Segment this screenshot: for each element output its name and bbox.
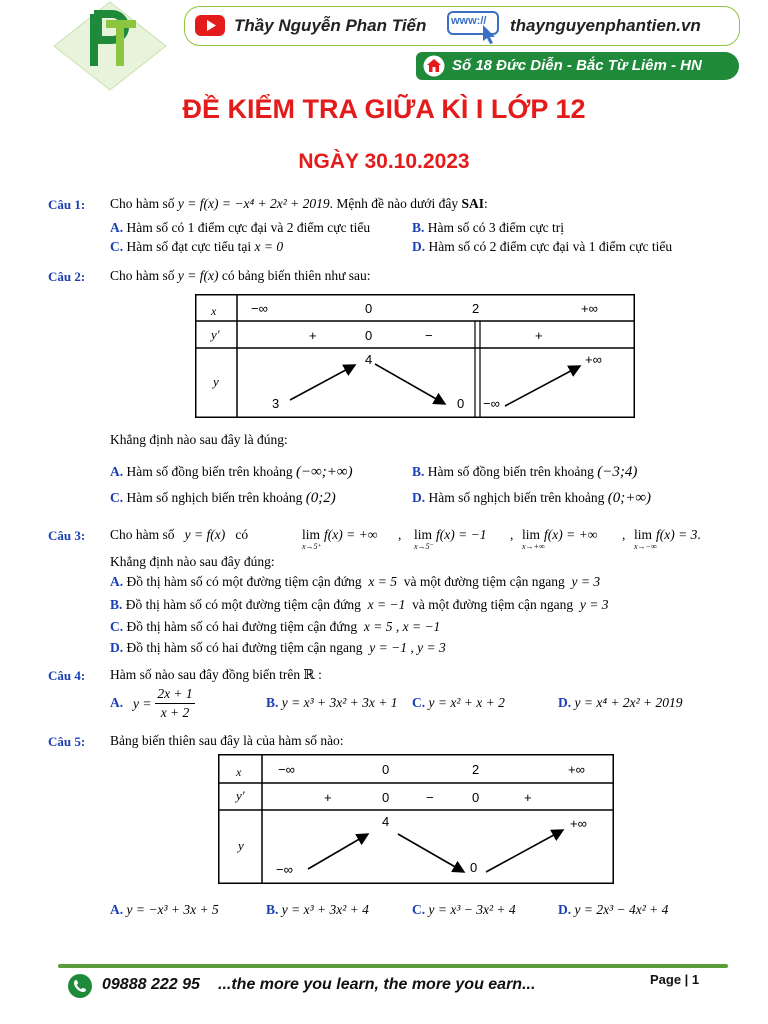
q2-option-b[interactable]: B. Hàm số đồng biến trên khoảng (−3;4) [412,464,638,480]
q2-arrow-down [375,364,445,404]
q1-stem: Cho hàm số y = f(x) = −x⁴ + 2x² + 2019. Mệnh đề nào dưới đây SAI: [110,196,488,211]
q2-option-d[interactable]: D. Hàm số nghịch biến trên khoảng (0;+∞) [412,490,652,506]
q5-option-a[interactable]: A. y = −x³ + 3x + 5 [110,902,219,917]
q1-sai: SAI [461,196,484,211]
q4-option-c[interactable]: C. y = x² + x + 2 [412,695,505,710]
q2-row-yprime: y′ [211,327,220,342]
q4-stem: Hàm số nào sau đây đồng biến trên ℝ : [110,667,322,683]
q2-arrow-up-1 [290,365,355,400]
q2-yp-1: + [309,328,317,343]
q5-x-3: 2 [472,762,480,777]
q3-option-d[interactable]: D. Đồ thị hàm số có hai đường tiệm cận ngang y = −1 , y = 3 [110,640,446,655]
q2-option-a[interactable]: A. Hàm số đồng biến trên khoảng (−∞;+∞) [110,464,353,480]
q3-label: Câu 3: [48,528,86,543]
q2-yp-3: − [425,328,433,343]
q5-x-1: −∞ [278,762,295,777]
page-title: ĐỀ KIỂM TRA GIỮA KÌ I LỚP 12 [182,94,586,124]
q2-variation-table [195,294,635,418]
q5-arrow-up-2 [486,830,563,872]
q1-label: Câu 1: [48,197,86,212]
q2-yp-2: 0 [365,328,373,343]
q3-option-a[interactable]: A. Đồ thị hàm số có một đường tiệm cận đứng x = 5 và một đường tiệm cận ngang y = 3 [110,574,601,589]
q1-intro: Cho hàm số [110,196,175,211]
q2-x-2: 0 [365,301,373,316]
footer-slogan: ...the more you learn, the more you earn... [218,976,536,993]
q2-function: y = f(x) [177,268,219,283]
q2-stem: Cho hàm số y = f(x) có bảng biến thiên như sau: [110,268,371,283]
q5-option-c[interactable]: C. y = x³ − 3x² + 4 [412,902,516,917]
q5-x-2: 0 [382,762,390,777]
q5-yp-2: 0 [382,790,390,805]
www-label: www:// [451,15,487,27]
q5-arrow-up-1 [308,834,368,869]
q3-limit-4: lim f(x) = 3. x→−∞ [634,527,701,551]
q2-y-min: 0 [457,396,465,411]
q2-x-1: −∞ [251,301,268,316]
q2-y-max: 4 [365,352,373,367]
q5-row-x: x [236,765,242,779]
q5-row-yprime: y′ [236,788,245,803]
channel-name: Thầy Nguyễn Phan Tiến [234,16,427,35]
page-number: Page | 1 [650,972,700,987]
website-link[interactable]: thaynguyenphantien.vn [510,16,701,35]
q2-arrow-up-2 [505,366,580,406]
q5-yp-3: − [426,790,434,805]
logo-diamond-icon [52,0,168,92]
q5-option-b[interactable]: B. y = x³ + 3x² + 4 [266,902,369,917]
footer-divider [58,964,728,968]
q2-row-y: y [213,374,219,389]
q3-question: Khẳng định nào sau đây đúng: [110,554,275,569]
q2-y-start: 3 [272,396,280,411]
q4-label: Câu 4: [48,668,86,683]
q5-y-pos-inf: +∞ [570,816,587,831]
phone-icon [68,974,92,998]
q3-option-c[interactable]: C. Đồ thị hàm số có hai đường tiệm cận đứng x = 5 , x = −1 [110,619,441,634]
q3-option-b[interactable]: B. Đồ thị hàm số có một đường tiệm cận đứng x = −1 và một đường tiệm cận ngang y = 3 [110,597,609,612]
q5-label: Câu 5: [48,734,86,749]
q5-option-d[interactable]: D. y = 2x³ − 4x² + 4 [558,902,669,917]
q2-question: Khẳng định nào sau đây là đúng: [110,432,288,447]
q5-y-min: 0 [470,860,478,875]
q1-option-b[interactable]: B. Hàm số có 3 điểm cực trị [412,220,565,235]
q3-limit-2: lim f(x) = −1 x→5⁻ [414,527,487,551]
q1-option-a[interactable]: A. Hàm số có 1 điểm cực đại và 2 điểm cực tiểu [110,220,371,235]
q4-option-a-fraction: 2x + 1 x + 2 [155,686,195,721]
q5-y-max: 4 [382,814,390,829]
q1-tail: . Mệnh đề nào dưới đây [329,196,462,211]
q2-x-3: 2 [472,301,480,316]
q5-variation-table [218,754,614,884]
q2-option-c[interactable]: C. Hàm số nghịch biến trên khoảng (0;2) [110,490,336,506]
footer-phone: 09888 222 95 [102,976,200,993]
home-icon [423,55,445,77]
q5-x-4: +∞ [568,762,585,777]
q3-stem: Cho hàm số y = f(x) có [110,527,249,542]
address-text: Số 18 Đức Diễn - Bắc Từ Liêm - HN [452,57,702,74]
q1-option-d[interactable]: D. Hàm số có 2 điểm cực đại và 1 điểm cực tiểu [412,239,673,254]
q4-option-b[interactable]: B. y = x³ + 3x² + 3x + 1 [266,695,398,710]
q2-label: Câu 2: [48,269,86,284]
logo [52,0,168,92]
exam-date: NGÀY 30.10.2023 [298,150,470,173]
q1-option-c[interactable]: C. Hàm số đạt cực tiểu tại x = 0 [110,239,284,254]
q5-question: Bảng biến thiên sau đây là của hàm số nào: [110,733,344,748]
youtube-icon [195,15,225,36]
q4-option-d[interactable]: D. y = x⁴ + 2x² + 2019 [558,695,683,710]
q5-y-neg-inf: −∞ [276,862,293,877]
q2-row-x: x [211,304,217,318]
q5-yp-1: + [324,790,332,805]
q2-y-pos-inf: +∞ [585,352,602,367]
q5-yp-4: 0 [472,790,480,805]
q2-x-4: +∞ [581,301,598,316]
q5-arrow-down [398,834,464,872]
q4-option-a-lhs: y = [133,696,152,711]
q5-row-y: y [238,838,244,853]
q3-limit-3: lim f(x) = +∞ x→+∞ [522,527,598,551]
q2-yp-4: + [535,328,543,343]
q5-yp-5: + [524,790,532,805]
q1-function: y = f(x) = −x⁴ + 2x² + 2019 [177,196,330,211]
q3-limit-1: lim f(x) = +∞ x→5⁺ [302,527,378,551]
q4-option-a[interactable]: A. [110,695,124,710]
q2-y-neg-inf: −∞ [483,396,500,411]
